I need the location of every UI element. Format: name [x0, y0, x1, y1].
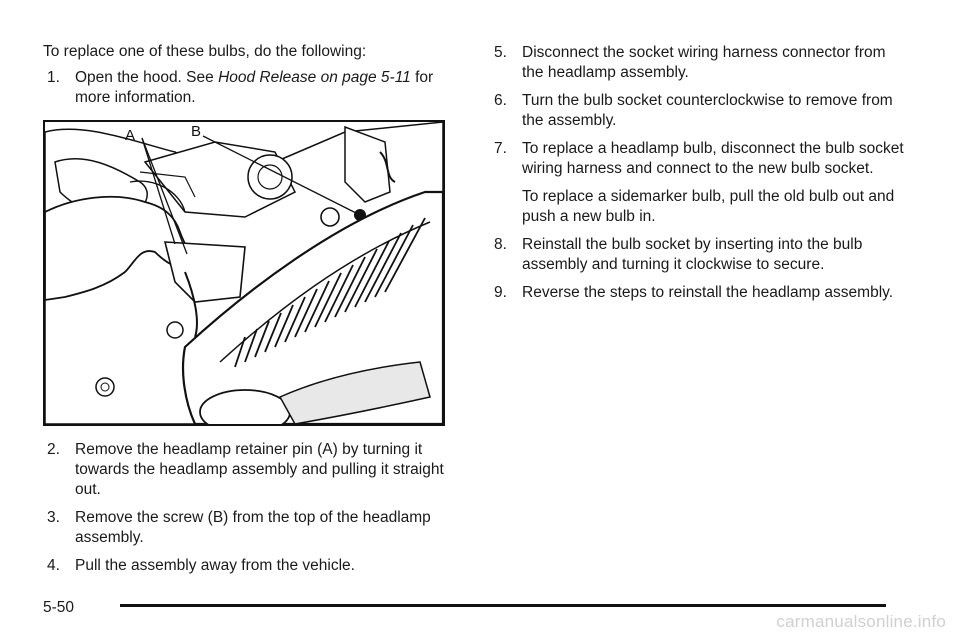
step-number: 3.	[47, 509, 60, 526]
step-text: Remove the headlamp retainer pin (A) by turning it towards the headlamp assembly and pulling it straight out.	[75, 441, 444, 498]
step-number: 7.	[494, 140, 507, 157]
step-text: Pull the assembly away from the vehicle.	[75, 557, 355, 574]
step-3	[43, 508, 458, 548]
step-text: To replace a headlamp bulb, disconnect the bulb socket wiring harness and connect to the new bulb socket.	[522, 140, 904, 177]
step-number: 2.	[47, 441, 60, 458]
step-text: Reinstall the bulb socket by inserting into the bulb assembly and turning it clockwise to secure.	[522, 236, 863, 273]
step-number: 1.	[47, 69, 60, 86]
step-text: Turn the bulb socket counterclockwise to remove from the assembly.	[522, 92, 893, 129]
step-6	[490, 91, 910, 131]
watermark: carmanualsonline.info	[776, 612, 946, 631]
step-1	[43, 68, 443, 108]
step-text: Reverse the steps to reinstall the headlamp assembly.	[522, 284, 894, 301]
step-7-note: To replace a sidemarker bulb, pull the old bulb out and push a new bulb in.	[522, 188, 895, 225]
left-column-top	[43, 68, 443, 116]
step-1-post: for more information.	[75, 69, 434, 106]
step-1-pre: Open the hood. See	[75, 69, 219, 86]
step-number: 4.	[47, 557, 60, 574]
step-9	[490, 283, 910, 303]
step-4	[43, 556, 458, 576]
step-number: 8.	[494, 236, 507, 253]
step-text: Remove the screw (B) from the top of the headlamp assembly.	[75, 509, 431, 546]
page-number: 5-50	[43, 599, 75, 616]
step-number: 9.	[494, 284, 507, 301]
step-7	[490, 139, 910, 179]
callout-label-a: A	[125, 127, 136, 144]
headlamp-drawing	[45, 122, 443, 424]
step-number: 6.	[494, 92, 507, 109]
callout-label-b: B	[191, 123, 202, 140]
step-1-reference: Hood Release on page 5-11	[218, 69, 411, 86]
step-number: 5.	[494, 44, 507, 61]
intro-text: To replace one of these bulbs, do the following:	[43, 43, 367, 60]
step-8	[490, 235, 910, 275]
right-column	[490, 43, 910, 311]
step-text: Disconnect the socket wiring harness connector from the headlamp assembly.	[522, 44, 886, 81]
headlamp-illustration	[43, 120, 445, 426]
step-5	[490, 43, 910, 83]
footer-rule	[120, 604, 886, 607]
left-column-bottom	[43, 440, 458, 584]
step-2	[43, 440, 458, 500]
